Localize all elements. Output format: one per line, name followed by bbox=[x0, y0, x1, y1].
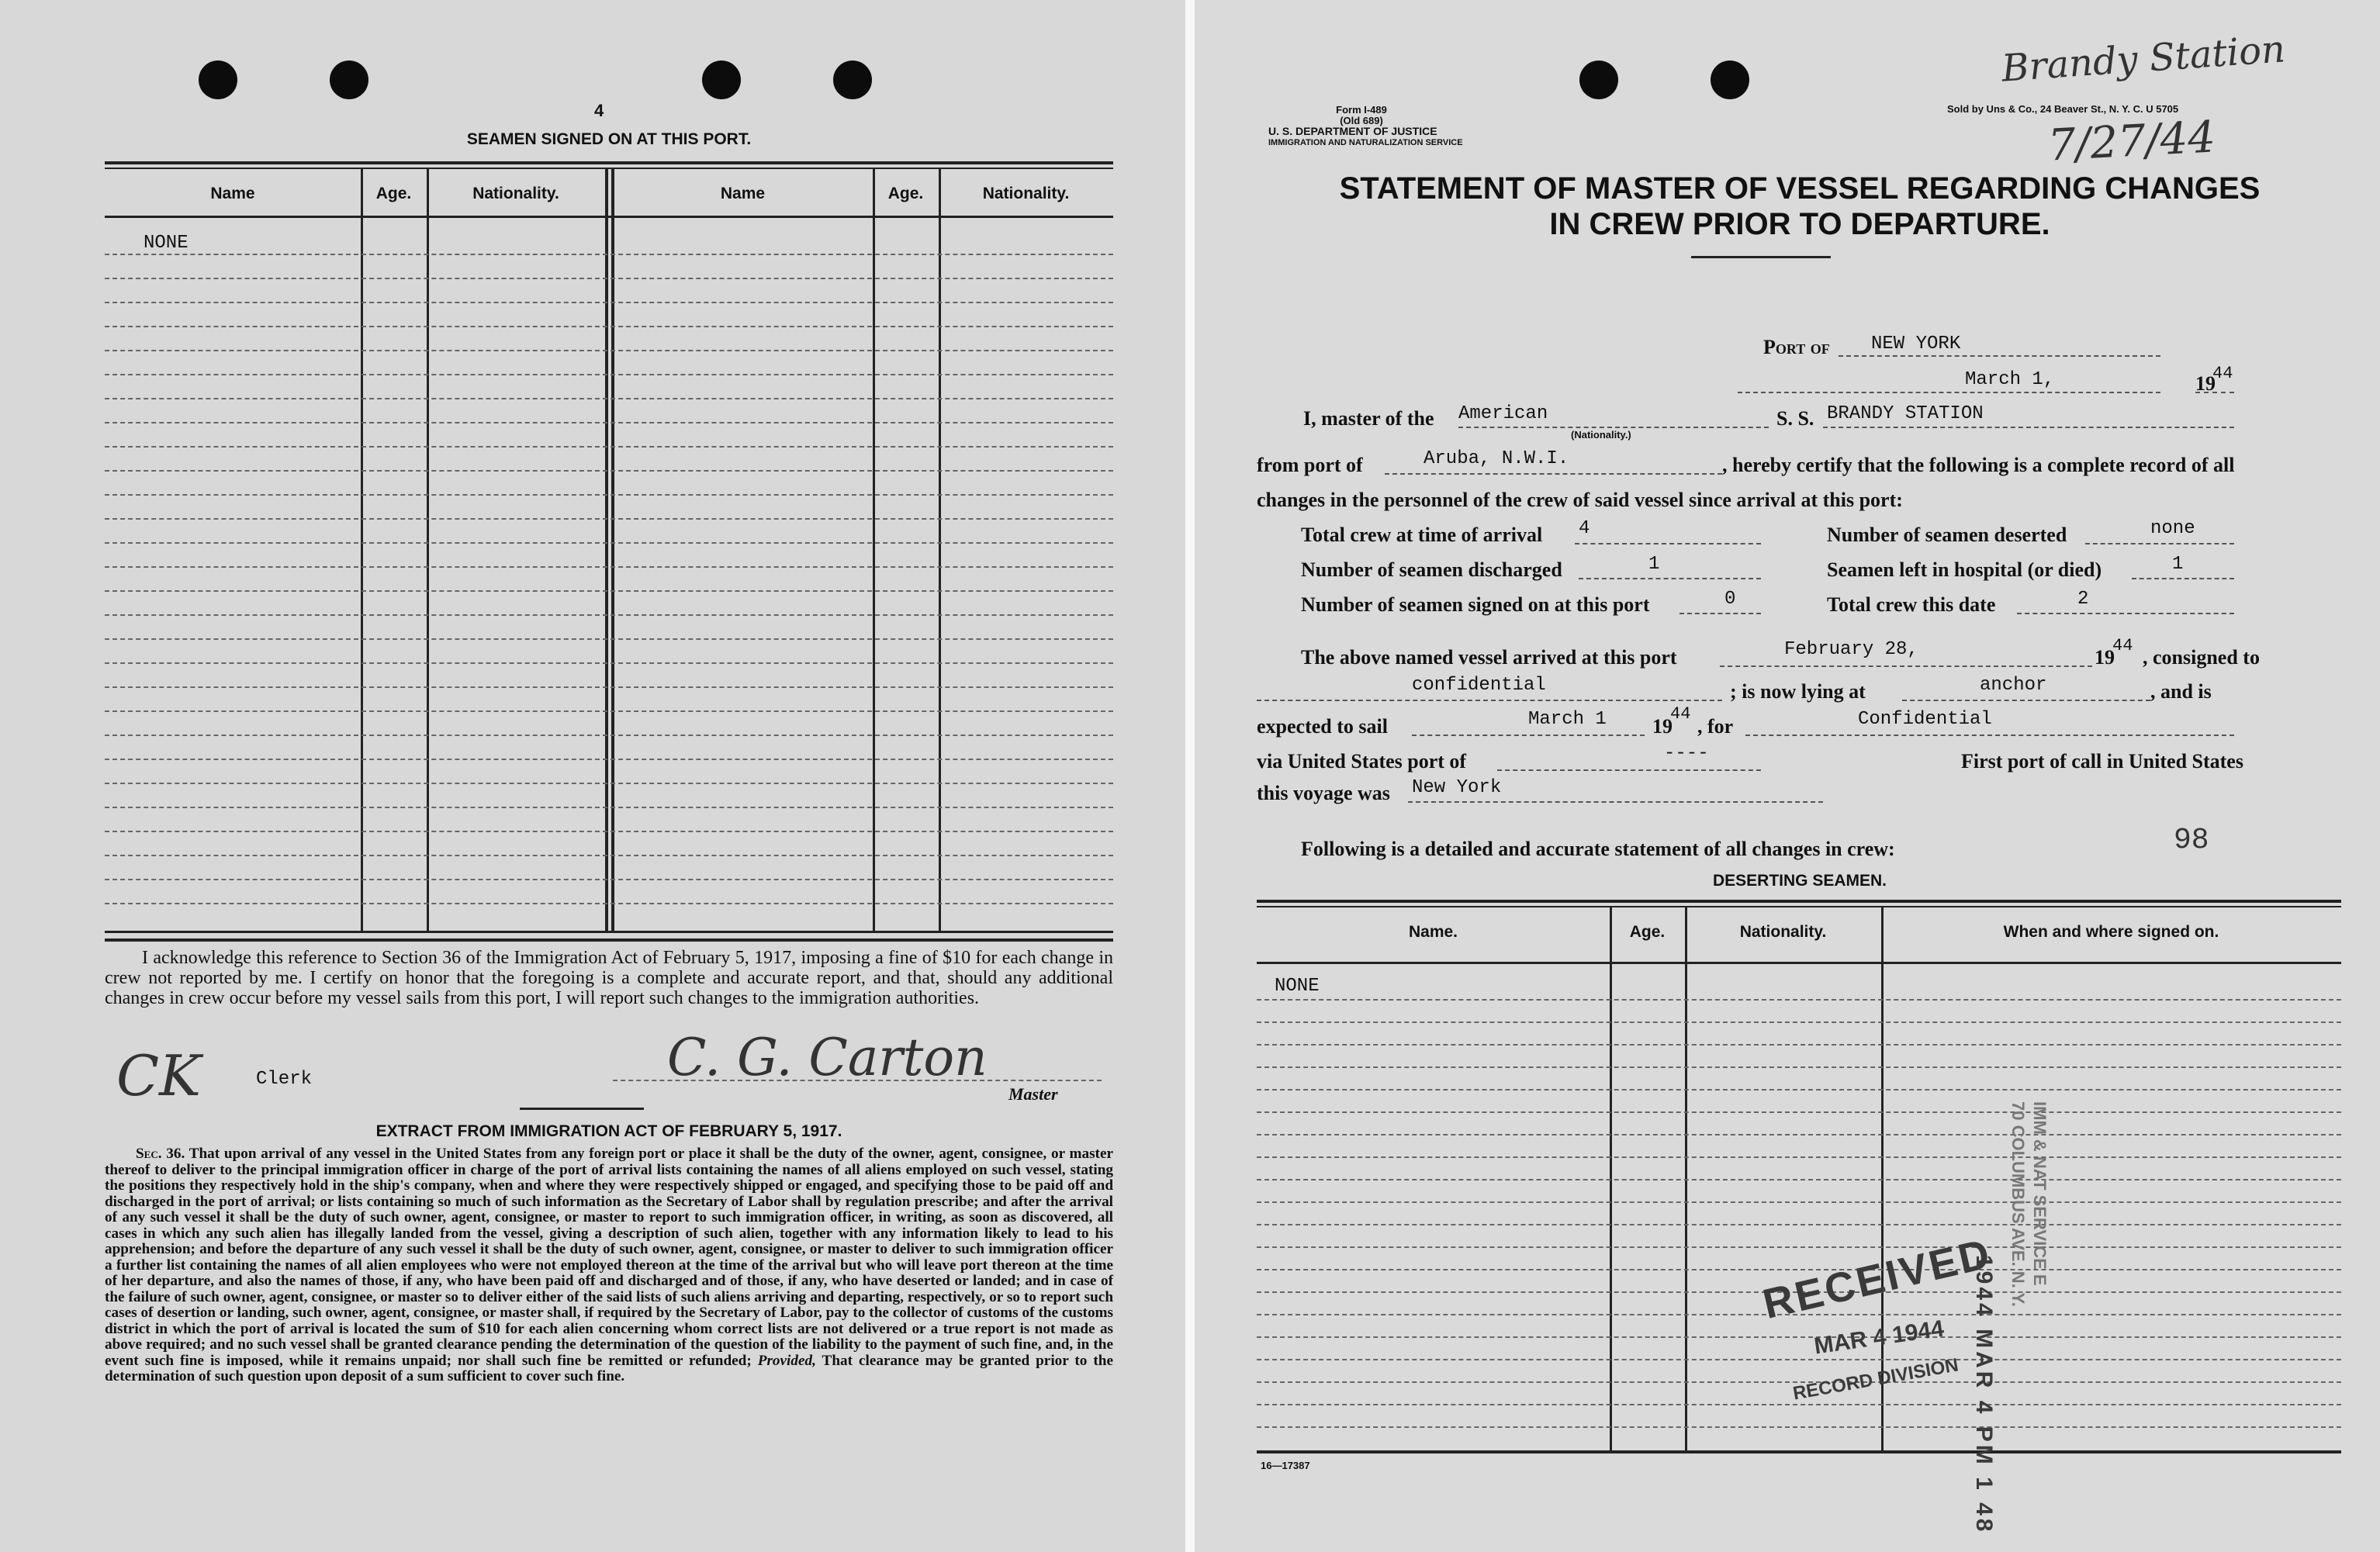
divider-rule bbox=[520, 1108, 644, 1110]
punch-hole bbox=[702, 60, 741, 99]
year-prefix: 19 bbox=[1652, 715, 1673, 738]
form-number: Form I-489 bbox=[1336, 104, 1387, 116]
table-row-line bbox=[105, 879, 1113, 880]
table-top-rule bbox=[1257, 900, 2341, 903]
table-row-line bbox=[105, 855, 1113, 856]
column-divider bbox=[611, 168, 614, 931]
handwritten-date: 7/27/44 bbox=[2046, 112, 2217, 171]
field-underline bbox=[1720, 665, 2092, 667]
table-top-rule bbox=[105, 161, 1113, 164]
table-bottom-rule bbox=[105, 938, 1113, 942]
destination-value: Confidential bbox=[1858, 709, 1992, 730]
provided-label: Provided, bbox=[757, 1352, 816, 1369]
form-title-line-2: IN CREW PRIOR TO DEPARTURE. bbox=[1549, 207, 2050, 241]
section-body: That upon arrival of any vessel in the United States from any foreign port or place it shall be the duty of the owner, agent, consignee, or master thereof to deliver to the principal immigration officer in charge of the port of arrival lists containing the names of all aliens employed on such vessel, stating the positions they respectively hold in the ship's company, when and where they were respectively shipped or engaged, and specifying those to be paid off and discharged in the port of arrival; or lists containing so much of such information as the Secretary of Labor shall by regulation prescribe; and after the arrival of any such vessel it shall be the duty of such owner, agent, consignee, or master to report to such immigration officer, in writing, as soon as discovered, all cases in which any such alien has illegally landed from the vessel, giving a description of such alien, together with any information likely to lead to his apprehension; and before the departure of any such vessel it shall be the duty of such owner, agent, consignee, or master to deliver to such immigration officer a further list containing the names of all alien employees who were not employed thereon at the time of the arrival but who will leave port thereon at the time of her departure, and also the names of those, if any, who have been paid off and discharged and of those, if any, who have deserted or landed; and in case of the failure of such owner, agent, consignee, or master so to deliver either of the said lists of such aliens arriving and departing, respectively, or so to report such cases of desertion or landing, such owner, agent, consignee, or master shall, if required by the Secretary of Labor, pay to the collector of customs of the customs district in which the port of arrival is located the sum of $10 for each alien concerning whom correct lists are not delivered or a true report is not made as above required; and no such vessel shall be granted clearance pending the determination of the question of the liability to the payment of such fine, and, in the event such fine is imposed, while it remains unpaid; nor shall such fine be remitted or refunded; bbox=[105, 1146, 1113, 1369]
field-underline bbox=[1257, 700, 1722, 701]
deserted-label: Number of seamen deserted bbox=[1827, 524, 2067, 546]
column-header: Age. bbox=[375, 185, 412, 202]
title-underline bbox=[1691, 256, 1831, 258]
total-crew-date-value: 2 bbox=[2077, 589, 2089, 610]
table-row-line bbox=[105, 326, 1113, 327]
table-row-line bbox=[105, 494, 1113, 496]
page-mark: 98 bbox=[2174, 824, 2209, 857]
field-underline bbox=[1575, 543, 1761, 544]
field-underline bbox=[1579, 578, 1761, 579]
handwritten-ship-note: Brandy Station bbox=[2000, 27, 2287, 91]
section-tail: That clearance may be granted prior to the determination of such question upon deposit of a sum sufficient to cover such fine. bbox=[105, 1352, 1113, 1384]
acknowledgement-text: I acknowledge this reference to Section 36 of the Immigration Act of February 5, 1917, imposing a fine of $10 for each change in crew not reported by me. I certify on honor that the foregoing is a complete and accurate report, and that, should any additional changes in crew occur before my vessel sails from this port, I will report such changes to the immigration authorities. bbox=[105, 948, 1113, 1008]
field-underline bbox=[1412, 735, 1645, 736]
signature-line bbox=[613, 1080, 1102, 1081]
table-row-line bbox=[105, 470, 1113, 472]
table-top-rule bbox=[1257, 906, 2341, 907]
column-header: Name bbox=[720, 185, 766, 202]
table-row-line bbox=[105, 590, 1113, 592]
voyage-port: New York bbox=[1412, 777, 1502, 798]
voyage-label: this voyage was bbox=[1257, 782, 1390, 804]
extract-title: EXTRACT FROM IMMIGRATION ACT OF FEBRUARY 5, 1917. bbox=[375, 1122, 842, 1140]
table-header-rule bbox=[105, 216, 1113, 218]
changes-text: changes in the personnel of the crew of said vessel since arrival at this port: bbox=[1257, 489, 1903, 511]
column-divider bbox=[361, 168, 363, 931]
total-crew-date-label: Total crew this date bbox=[1827, 593, 1996, 616]
column-divider bbox=[939, 168, 941, 931]
department-block bbox=[1268, 126, 1524, 149]
form-title bbox=[1257, 171, 2343, 242]
vertical-stamp-time: 1944 MAR 4 PM 1 48 bbox=[1971, 1255, 1997, 1535]
date-value: March 1, bbox=[1965, 369, 2055, 390]
for-label: , for bbox=[1697, 715, 1734, 738]
section-36-text bbox=[105, 1146, 1113, 1385]
vertical-stamp-service: IMM & NAT SERVICE E bbox=[2030, 1101, 2050, 1286]
total-crew-arrival-value: 4 bbox=[1579, 518, 1590, 539]
table-header-rule bbox=[1257, 962, 2341, 964]
following-text: Following is a detailed and accurate statement of all changes in crew: bbox=[1301, 838, 1895, 860]
year-value: 44 bbox=[2212, 364, 2233, 383]
department-name: U. S. DEPARTMENT OF JUSTICE bbox=[1268, 125, 1437, 137]
table-row-line bbox=[105, 735, 1113, 736]
table-row-line bbox=[1257, 1224, 2341, 1225]
sail-date: March 1 bbox=[1528, 709, 1607, 730]
port-of-label: Port of bbox=[1763, 336, 1830, 358]
sold-by-note: Sold by Uns & Co., 24 Beaver St., N. Y. C. U 5705 bbox=[1947, 103, 2179, 115]
field-underline bbox=[1497, 769, 1761, 771]
punch-hole bbox=[1579, 60, 1618, 99]
column-header: When and where signed on. bbox=[2003, 923, 2219, 941]
discharged-label: Number of seamen discharged bbox=[1301, 558, 1562, 581]
table-row-line bbox=[105, 710, 1113, 712]
received-stamp-division: RECORD DIVISION bbox=[1791, 1354, 1960, 1405]
year-prefix: 19 bbox=[2195, 372, 2216, 395]
table-row-line bbox=[105, 542, 1113, 544]
column-header: Name bbox=[210, 185, 255, 202]
left-page-title: SEAMEN SIGNED ON AT THIS PORT. bbox=[466, 130, 752, 148]
expected-label: expected to sail bbox=[1257, 715, 1388, 738]
from-port-label: from port of bbox=[1257, 454, 1363, 476]
table-row-line bbox=[1257, 1156, 2341, 1158]
table-row-line bbox=[1257, 1426, 2341, 1428]
punch-hole bbox=[330, 60, 368, 99]
table-row-line bbox=[105, 302, 1113, 303]
table-row-line bbox=[1257, 1111, 2341, 1113]
table-row-line bbox=[105, 831, 1113, 832]
footer-code: 16—17387 bbox=[1261, 1460, 1310, 1471]
arrived-label: The above named vessel arrived at this port bbox=[1301, 646, 1677, 669]
form-old-number: (Old 689) bbox=[1340, 115, 1383, 126]
consignee-value: confidential bbox=[1412, 675, 1546, 696]
table-row-line bbox=[105, 903, 1113, 904]
table-row-line bbox=[105, 422, 1113, 423]
year-prefix: 19 bbox=[2095, 646, 2115, 669]
ss-label: S. S. bbox=[1776, 407, 1814, 430]
page-number: 4 bbox=[594, 101, 604, 120]
punch-hole bbox=[199, 60, 237, 99]
table-row-line bbox=[105, 374, 1113, 375]
received-stamp-date: MAR 4 1944 bbox=[1812, 1315, 1946, 1360]
and-is-label: , and is bbox=[2150, 680, 2212, 703]
port-of-value: NEW YORK bbox=[1871, 334, 1961, 354]
table-entry: NONE bbox=[1275, 976, 1320, 997]
table-row-line bbox=[1257, 1089, 2341, 1091]
first-port-label: First port of call in United States bbox=[1961, 750, 2243, 773]
table-row-line bbox=[1257, 1201, 2341, 1203]
hospital-value: 1 bbox=[2172, 554, 2184, 575]
certify-text: , hereby certify that the following is a complete record of all bbox=[1722, 454, 2235, 476]
via-label: via United States port of bbox=[1257, 750, 1467, 773]
ship-name: BRANDY STATION bbox=[1827, 403, 1984, 424]
deserting-title: DESERTING SEAMEN. bbox=[1712, 872, 1887, 890]
from-port-value: Aruba, N.W.I. bbox=[1424, 448, 1569, 469]
table-row-line bbox=[105, 398, 1113, 399]
sail-year: 44 bbox=[1670, 704, 1691, 724]
field-underline bbox=[1408, 801, 1823, 803]
field-underline bbox=[1902, 700, 2150, 701]
form-header bbox=[1272, 105, 1451, 126]
field-underline bbox=[2132, 578, 2234, 579]
column-header: Name. bbox=[1408, 923, 1458, 941]
column-divider bbox=[1610, 906, 1612, 1450]
master-label: Master bbox=[1008, 1084, 1058, 1104]
punch-hole bbox=[833, 60, 872, 99]
field-underline bbox=[1679, 613, 1761, 614]
table-row-line bbox=[105, 638, 1113, 640]
vertical-stamp-address: 70 COLUMBUS AVE. N. Y. bbox=[2008, 1101, 2028, 1307]
column-header: Age. bbox=[887, 185, 924, 202]
received-stamp: RECEIVED bbox=[1759, 1230, 1996, 1328]
table-row-line bbox=[1257, 1179, 2341, 1180]
lying-label: ; is now lying at bbox=[1730, 680, 1866, 703]
column-header: Nationality. bbox=[472, 185, 559, 202]
field-underline bbox=[1745, 735, 2234, 736]
table-row-line bbox=[105, 350, 1113, 351]
section-label: Sec. 36. bbox=[136, 1146, 185, 1162]
column-header: Nationality. bbox=[1739, 923, 1827, 941]
punch-hole bbox=[1711, 60, 1749, 99]
via-port: ---- bbox=[1664, 743, 1709, 764]
column-header: Nationality. bbox=[982, 185, 1070, 202]
field-underline bbox=[2017, 613, 2234, 614]
lying-value: anchor bbox=[1980, 675, 2047, 696]
field-underline bbox=[2085, 543, 2234, 544]
table-row-line bbox=[105, 807, 1113, 808]
table-row-line bbox=[105, 254, 1113, 255]
form-title-line-1: STATEMENT OF MASTER OF VESSEL REGARDING CHANGES bbox=[1339, 171, 2261, 206]
table-top-rule bbox=[105, 168, 1113, 169]
arrived-year: 44 bbox=[2112, 636, 2133, 655]
column-divider bbox=[873, 168, 875, 931]
clerk-initials: CK bbox=[116, 1043, 201, 1108]
table-row-line bbox=[1257, 1246, 2341, 1248]
field-underline bbox=[1385, 473, 1722, 475]
field-underline bbox=[1738, 392, 2160, 393]
table-row-line bbox=[105, 518, 1113, 520]
field-underline bbox=[2195, 392, 2234, 393]
page-gutter bbox=[1185, 0, 1195, 1552]
table-bottom-rule bbox=[1257, 1450, 2341, 1453]
total-crew-arrival-label: Total crew at time of arrival bbox=[1301, 524, 1543, 546]
clerk-label: Clerk bbox=[256, 1069, 313, 1090]
table-row-line bbox=[1257, 1269, 2341, 1270]
field-underline bbox=[1839, 355, 2160, 357]
service-name: IMMIGRATION AND NATURALIZATION SERVICE bbox=[1268, 138, 1463, 147]
left-page bbox=[0, 0, 1185, 1552]
column-divider bbox=[427, 168, 429, 931]
table-row-line bbox=[105, 446, 1113, 448]
master-of-label: I, master of the bbox=[1303, 407, 1434, 430]
field-underline bbox=[1458, 427, 1769, 428]
table-row-line bbox=[105, 662, 1113, 664]
right-page bbox=[1195, 0, 2380, 1552]
table-row-line bbox=[1257, 1066, 2341, 1068]
table-row-line bbox=[105, 686, 1113, 688]
table-row-line bbox=[1257, 1359, 2341, 1360]
table-row-line bbox=[1257, 1134, 2341, 1135]
table-row-line bbox=[1257, 1044, 2341, 1046]
signed-on-value: 0 bbox=[1724, 589, 1736, 610]
table-row-line bbox=[1257, 1336, 2341, 1338]
table-row-line bbox=[105, 614, 1113, 616]
field-underline bbox=[1823, 427, 2234, 428]
hospital-label: Seamen left in hospital (or died) bbox=[1827, 558, 2102, 581]
table-entry: NONE bbox=[144, 233, 189, 254]
table-row-line bbox=[1257, 1021, 2341, 1023]
table-row-line bbox=[105, 783, 1113, 784]
nationality-caption: (Nationality.) bbox=[1571, 429, 1631, 441]
deserted-value: none bbox=[2150, 518, 2195, 539]
column-divider bbox=[1685, 906, 1687, 1450]
table-bottom-rule bbox=[105, 931, 1113, 933]
table-row-line bbox=[1257, 999, 2341, 1001]
signed-on-label: Number of seamen signed on at this port bbox=[1301, 593, 1650, 616]
master-signature: C. G. Carton bbox=[667, 1028, 988, 1087]
table-row-line bbox=[105, 759, 1113, 760]
arrived-date: February 28, bbox=[1784, 639, 1918, 660]
consigned-label: , consigned to bbox=[2143, 646, 2260, 669]
table-row-line bbox=[105, 566, 1113, 568]
nationality-value: American bbox=[1458, 403, 1548, 424]
column-header: Age. bbox=[1629, 923, 1666, 941]
column-divider bbox=[605, 168, 608, 931]
discharged-value: 1 bbox=[1648, 554, 1660, 575]
table-row-line bbox=[105, 278, 1113, 279]
